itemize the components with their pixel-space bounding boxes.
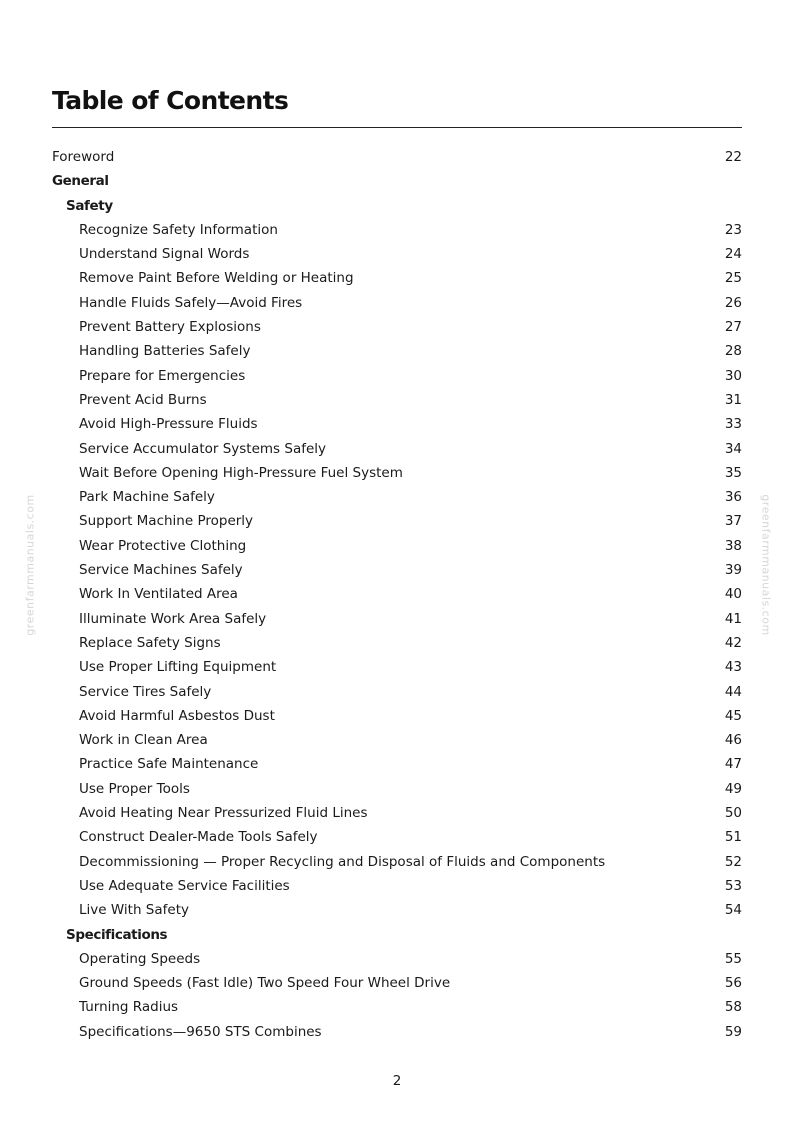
toc-entry-page-number: 24: [724, 246, 742, 263]
toc-entry-page-number: 58: [724, 999, 742, 1016]
toc-entry-page-number: 30: [724, 367, 742, 384]
toc-entry-title: Avoid Harmful Asbestos Dust: [79, 707, 275, 724]
toc-entry-title: Work in Clean Area: [79, 732, 208, 749]
toc-entry-title: Handling Batteries Safely: [79, 343, 251, 360]
toc-entry[interactable]: [52, 728, 742, 752]
page-number: 2: [392, 1073, 402, 1089]
toc-entry-page-number: 55: [724, 950, 742, 967]
toc-entry-page-number: 44: [724, 683, 742, 700]
toc-entry-page-number: 39: [724, 562, 742, 579]
toc-entry[interactable]: [52, 680, 742, 704]
toc-section-heading: [52, 923, 742, 947]
toc-entry-page-number: 37: [724, 513, 742, 530]
toc-entry-title: Decommissioning — Proper Recycling and Disposal of Fluids and Components: [79, 853, 606, 870]
toc-entry-title: Remove Paint Before Welding or Heating: [79, 270, 354, 287]
toc-entry[interactable]: [52, 777, 742, 801]
toc-entry-title: Understand Signal Words: [79, 246, 250, 263]
toc-entry[interactable]: [52, 315, 742, 339]
toc-entry[interactable]: [52, 437, 742, 461]
toc-entry[interactable]: [52, 607, 742, 631]
toc-entry-page-number: 56: [724, 975, 742, 992]
watermark-left: greenfarmmanuals.com: [23, 494, 37, 636]
toc-entry[interactable]: [52, 631, 742, 655]
toc-entry-page-number: 53: [724, 877, 742, 894]
toc-entry[interactable]: [52, 461, 742, 485]
toc-entry[interactable]: [52, 704, 742, 728]
toc-entry-title: Wear Protective Clothing: [79, 537, 247, 554]
toc-entry-page-number: 35: [724, 464, 742, 481]
toc-entry-page-number: 54: [724, 902, 742, 919]
toc-entry-title: Avoid High-Pressure Fluids: [79, 416, 258, 433]
toc-entry-title: Prevent Battery Explosions: [79, 319, 261, 336]
toc-entry-page-number: 50: [724, 805, 742, 822]
toc-entry-title: Construct Dealer-Made Tools Safely: [79, 829, 318, 846]
toc-entry[interactable]: [52, 995, 742, 1019]
toc-entry-page-number: 23: [724, 221, 742, 238]
toc-entry[interactable]: [52, 242, 742, 266]
toc-entry-title: Practice Safe Maintenance: [79, 756, 259, 773]
toc-entry-page-number: 46: [724, 732, 742, 749]
toc-entry-page-number: 36: [724, 489, 742, 506]
toc-entry-title: Use Proper Lifting Equipment: [79, 659, 277, 676]
toc-entry-title: Safety: [66, 197, 113, 214]
table-of-contents: [52, 145, 742, 1044]
toc-entry-title: Foreword: [52, 149, 115, 165]
toc-entry-page-number: 45: [724, 707, 742, 724]
toc-section-heading: [52, 194, 742, 218]
page-title: Table of Contents: [52, 86, 289, 115]
toc-entry-title: Illuminate Work Area Safely: [79, 610, 267, 627]
toc-entry-title: Recognize Safety Information: [79, 221, 278, 238]
toc-entry[interactable]: [52, 971, 742, 995]
toc-entry-title: General: [52, 173, 109, 190]
toc-entry-title: Use Proper Tools: [79, 780, 190, 797]
toc-entry-title: Ground Speeds (Fast Idle) Two Speed Four Wheel Drive: [79, 975, 451, 992]
toc-entry-title: Service Accumulator Systems Safely: [79, 440, 327, 457]
toc-entry[interactable]: [52, 485, 742, 509]
watermark-right: greenfarmmanuals.com: [759, 494, 773, 636]
toc-entry[interactable]: [52, 364, 742, 388]
toc-entry-title: Specifications—9650 STS Combines: [79, 1023, 322, 1040]
toc-entry-page-number: 33: [724, 416, 742, 433]
toc-entry-page-number: 59: [724, 1023, 742, 1040]
toc-entry-page-number: 51: [724, 829, 742, 846]
toc-entry-page-number: 27: [724, 319, 742, 336]
toc-entry[interactable]: [52, 850, 742, 874]
toc-entry-title: Park Machine Safely: [79, 489, 215, 506]
toc-entry-title: Avoid Heating Near Pressurized Fluid Lines: [79, 805, 368, 822]
toc-entry[interactable]: [52, 534, 742, 558]
toc-entry[interactable]: [52, 947, 742, 971]
toc-entry-page-number: 22: [724, 149, 742, 165]
toc-entry[interactable]: [52, 898, 742, 922]
toc-entry[interactable]: [52, 874, 742, 898]
toc-entry-title: Service Tires Safely: [79, 683, 212, 700]
toc-entry-page-number: 28: [724, 343, 742, 360]
toc-entry-title: Live With Safety: [79, 902, 189, 919]
toc-entry-title: Use Adequate Service Facilities: [79, 877, 290, 894]
toc-entry[interactable]: [52, 825, 742, 849]
toc-entry-page-number: 40: [724, 586, 742, 603]
toc-entry[interactable]: [52, 1020, 742, 1044]
toc-entry[interactable]: [52, 655, 742, 679]
toc-entry-page-number: 25: [724, 270, 742, 287]
toc-entry[interactable]: [52, 412, 742, 436]
toc-entry-page-number: 43: [724, 659, 742, 676]
toc-entry-title: Service Machines Safely: [79, 562, 243, 579]
toc-entry[interactable]: [52, 145, 742, 169]
toc-entry[interactable]: [52, 218, 742, 242]
toc-entry-page-number: 34: [724, 440, 742, 457]
toc-entry[interactable]: [52, 801, 742, 825]
toc-entry-page-number: 52: [724, 853, 742, 870]
toc-entry-page-number: 38: [724, 537, 742, 554]
toc-section-heading: [52, 169, 742, 193]
toc-entry-title: Replace Safety Signs: [79, 634, 221, 651]
toc-entry[interactable]: [52, 291, 742, 315]
toc-entry-title: Support Machine Properly: [79, 513, 254, 530]
toc-entry-page-number: 41: [724, 610, 742, 627]
toc-entry-title: Wait Before Opening High-Pressure Fuel System: [79, 464, 403, 481]
toc-entry-title: Handle Fluids Safely—Avoid Fires: [79, 294, 303, 311]
toc-entry-title: Work In Ventilated Area: [79, 586, 238, 603]
toc-entry-title: Prevent Acid Burns: [79, 391, 207, 408]
toc-entry-title: Prepare for Emergencies: [79, 367, 246, 384]
toc-entry-page-number: 49: [724, 780, 742, 797]
toc-entry-page-number: 31: [724, 391, 742, 408]
toc-entry-page-number: 42: [724, 634, 742, 651]
toc-entry[interactable]: [52, 558, 742, 582]
toc-entry-title: Turning Radius: [79, 999, 179, 1016]
toc-entry[interactable]: [52, 582, 742, 606]
toc-entry[interactable]: [52, 388, 742, 412]
toc-entry[interactable]: [52, 509, 742, 533]
toc-entry-title: Specifications: [66, 926, 168, 943]
toc-entry-page-number: 47: [724, 756, 742, 773]
toc-entry[interactable]: [52, 752, 742, 776]
title-divider: [52, 127, 742, 128]
toc-entry[interactable]: [52, 339, 742, 363]
toc-entry-title: Operating Speeds: [79, 950, 201, 967]
toc-entry[interactable]: [52, 266, 742, 290]
toc-entry-page-number: 26: [724, 294, 742, 311]
